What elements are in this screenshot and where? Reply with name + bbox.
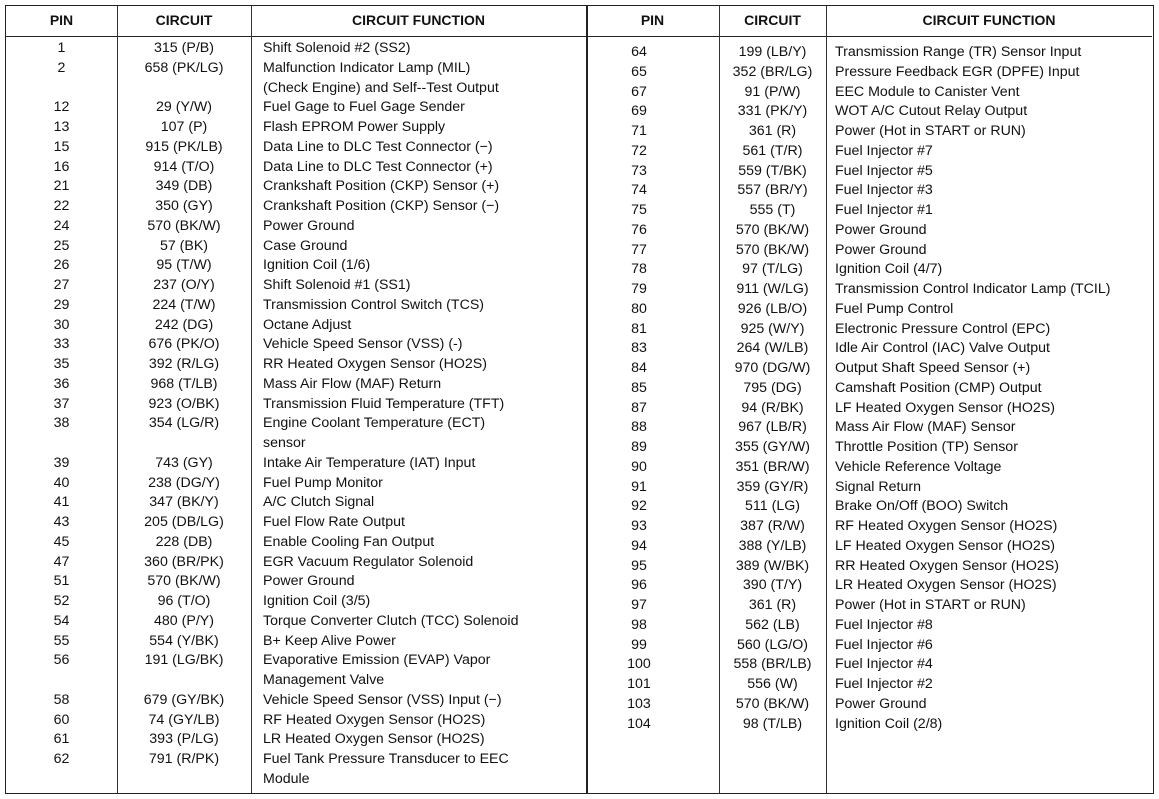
pin-number: 47: [53, 553, 70, 570]
pin-number: 75: [631, 202, 647, 218]
pin-number: 76: [631, 221, 647, 238]
circuit-function: Ignition Coil (3/5): [263, 593, 371, 609]
header-pin-left: PIN: [49, 12, 74, 28]
circuit-code: 350 (GY): [155, 198, 213, 214]
circuit-code: 390 (T/Y): [742, 577, 803, 594]
circuit-function: Power (Hot in START or RUN): [835, 123, 1026, 139]
pin-number: 1: [57, 40, 66, 56]
circuit-code: 554 (Y/BK): [149, 632, 219, 649]
header-function-right: CIRCUIT FUNCTION: [922, 12, 1056, 28]
circuit-code: 199 (LB/Y): [738, 44, 807, 60]
circuit-function: Power Ground: [263, 573, 355, 590]
circuit-function: Fuel Tank Pressure Transducer to EEC Module: [263, 751, 509, 787]
pin-number: 40: [53, 474, 70, 491]
circuit-function: Transmission Control Switch (TCS): [263, 296, 485, 313]
pin-number: 94: [631, 537, 647, 554]
circuit-function: Transmission Fluid Temperature (TFT): [263, 395, 505, 412]
pin-number: 88: [631, 419, 647, 436]
header-circuit-left: CIRCUIT: [155, 12, 213, 28]
divider: [826, 6, 827, 793]
circuit-code: 570 (BK/W): [147, 573, 221, 590]
pin-number: 87: [631, 399, 647, 416]
circuit-function: Mass Air Flow (MAF) Sensor: [835, 419, 1016, 436]
circuit-function: Data Line to DLC Test Connector (−): [263, 138, 493, 155]
pin-number: 95: [631, 557, 647, 574]
circuit-function: RF Heated Oxygen Sensor (HO2S): [835, 518, 1058, 534]
pin-number: 74: [631, 182, 647, 199]
circuit-function: Throttle Position (TP) Sensor: [835, 439, 1018, 455]
circuit-function: A/C Clutch Signal: [263, 494, 375, 511]
circuit-code: 387 (R/W): [740, 518, 805, 534]
circuit-code: 355 (GY/W): [735, 439, 810, 455]
pin-number: 65: [631, 63, 647, 80]
pin-number: 93: [631, 518, 647, 534]
circuit-function: Output Shaft Speed Sensor (+): [835, 360, 1031, 376]
circuit-code: 361 (R): [748, 123, 797, 139]
pin-number: 103: [627, 695, 651, 712]
circuit-function: RR Heated Oxygen Sensor (HO2S): [263, 356, 487, 372]
circuit-function: Brake On/Off (BOO) Switch: [835, 498, 1009, 515]
circuit-function: Fuel Pump Control: [835, 300, 954, 317]
pin-number: 52: [53, 593, 70, 609]
circuit-code: 914 (T/O): [153, 158, 215, 175]
circuit-function: Shift Solenoid #1 (SS1): [263, 277, 411, 293]
circuit-function: RF Heated Oxygen Sensor (HO2S): [263, 711, 486, 728]
circuit-function: Malfunction Indicator Lamp (MIL) (Check Engine) and Self--Test Output: [263, 59, 499, 96]
pin-number: 45: [53, 533, 70, 550]
circuit-code: 349 (DB): [155, 178, 213, 195]
circuit-function: Fuel Injector #1: [835, 202, 933, 218]
circuit-code: 556 (W): [747, 676, 798, 692]
pin-number: 80: [631, 300, 647, 317]
pin-number: 37: [53, 395, 70, 412]
circuit-function: Shift Solenoid #2 (SS2): [263, 40, 411, 56]
circuit-function: Fuel Injector #5: [835, 162, 933, 179]
circuit-code: 347 (BK/Y): [149, 494, 219, 511]
circuit-code: 791 (R/PK): [148, 751, 220, 767]
circuit-function: LF Heated Oxygen Sensor (HO2S): [835, 399, 1056, 416]
pin-number: 77: [631, 241, 647, 258]
circuit-code: 29 (Y/W): [156, 99, 212, 116]
circuit-code: 205 (DB/LG): [144, 514, 224, 530]
circuit-function: Power Ground: [263, 217, 355, 234]
circuit-code: 561 (T/R): [742, 142, 803, 159]
circuit-function: Fuel Injector #3: [835, 182, 933, 199]
circuit-code: 191 (LG/BK): [144, 652, 224, 669]
circuit-function: Camshaft Position (CMP) Output: [835, 379, 1042, 396]
pin-number: 51: [53, 573, 70, 590]
pin-number: 62: [53, 751, 70, 767]
circuit-code: 57 (BK): [159, 237, 209, 254]
circuit-function: Power Ground: [835, 221, 927, 238]
pin-number: 22: [53, 198, 70, 214]
circuit-function: Mass Air Flow (MAF) Return: [263, 375, 442, 392]
pin-number: 81: [631, 320, 647, 337]
circuit-function: Fuel Injector #2: [835, 676, 933, 692]
circuit-function: Pressure Feedback EGR (DPFE) Input: [835, 63, 1080, 80]
circuit-function: Enable Cooling Fan Output: [263, 533, 435, 550]
pin-number: 84: [631, 360, 647, 376]
pin-number: 15: [53, 138, 70, 155]
circuit-function: Fuel Injector #4: [835, 656, 933, 673]
circuit-code: 97 (T/LG): [742, 261, 803, 278]
circuit-function: Fuel Flow Rate Output: [263, 514, 405, 530]
circuit-function: Fuel Pump Monitor: [263, 474, 383, 491]
divider: [251, 6, 252, 793]
pin-number: 96: [631, 577, 647, 594]
circuit-code: 558 (BR/LB): [733, 656, 812, 673]
pin-number: 60: [53, 711, 70, 728]
pin-number: 35: [53, 356, 70, 372]
circuit-function: Transmission Range (TR) Sensor Input: [835, 44, 1082, 60]
pin-number: 21: [53, 178, 70, 195]
circuit-function: EEC Module to Canister Vent: [835, 83, 1020, 100]
circuit-code: 242 (DG): [154, 316, 214, 333]
circuit-code: 392 (R/LG): [148, 356, 220, 372]
circuit-function: RR Heated Oxygen Sensor (HO2S): [835, 557, 1059, 574]
pin-number: 91: [631, 478, 647, 495]
header-function-left: CIRCUIT FUNCTION: [352, 12, 485, 28]
circuit-code: 679 (GY/BK): [143, 691, 225, 708]
circuit-function: Crankshaft Position (CKP) Sensor (−): [263, 198, 500, 214]
circuit-function: Ignition Coil (2/8): [835, 715, 943, 732]
circuit-code: 560 (LG/O): [737, 636, 808, 653]
circuit-code: 570 (BK/W): [735, 241, 810, 258]
circuit-code: 228 (DB): [155, 533, 213, 550]
pin-number: 27: [53, 277, 70, 293]
pin-number: 83: [631, 340, 647, 357]
circuit-function: Transmission Control Indicator Lamp (TCIL): [835, 281, 1111, 297]
pin-number: 55: [53, 632, 70, 649]
pin-number: 98: [631, 616, 647, 633]
pin-number: 101: [627, 676, 651, 692]
pinout-table: [5, 5, 1154, 794]
circuit-function: WOT A/C Cutout Relay Output: [835, 103, 1028, 120]
header-circuit-right: CIRCUIT: [744, 12, 801, 28]
circuit-function: B+ Keep Alive Power: [263, 632, 396, 649]
pin-number: 56: [53, 652, 70, 669]
circuit-code: 361 (R): [748, 597, 797, 613]
circuit-function: Case Ground: [263, 237, 348, 254]
circuit-function: Fuel Injector #7: [835, 142, 933, 159]
circuit-function: LF Heated Oxygen Sensor (HO2S): [835, 537, 1056, 554]
circuit-code: 555 (T): [749, 202, 796, 218]
circuit-code: 74 (GY/LB): [148, 711, 220, 728]
pin-number: 100: [627, 656, 651, 673]
circuit-code: 511 (LG): [745, 498, 800, 515]
circuit-code: 91 (P/W): [744, 83, 801, 100]
pin-number: 16: [53, 158, 70, 175]
circuit-function: LR Heated Oxygen Sensor (HO2S): [835, 577, 1057, 594]
circuit-function: Torque Converter Clutch (TCC) Solenoid: [263, 612, 519, 629]
pin-number: 61: [53, 731, 70, 748]
circuit-code: 95 (T/W): [156, 257, 212, 274]
pin-number: 26: [53, 257, 70, 274]
circuit-code: 562 (LB): [745, 616, 800, 633]
pin-number: 97: [631, 597, 647, 613]
circuit-code: 926 (LB/O): [737, 300, 808, 317]
circuit-code: 393 (P/LG): [149, 731, 219, 748]
circuit-function: Power Ground: [835, 241, 927, 258]
circuit-function: Fuel Injector #6: [835, 636, 933, 653]
pin-number: 71: [631, 123, 647, 139]
circuit-code: 96 (T/O): [157, 593, 211, 609]
pin-number: 69: [631, 103, 647, 120]
circuit-code: 795 (DG): [743, 379, 802, 396]
pin-number: 92: [631, 498, 647, 515]
pin-number: 39: [53, 454, 70, 471]
circuit-code: 107 (P): [160, 119, 208, 135]
circuit-code: 359 (GY/R): [736, 478, 809, 495]
circuit-code: 570 (BK/W): [735, 695, 810, 712]
circuit-function: Evaporative Emission (EVAP) Vapor Management Valve: [263, 652, 491, 688]
circuit-code: 970 (DG/W): [734, 360, 811, 376]
circuit-function: Signal Return: [835, 478, 921, 495]
circuit-function: Vehicle Speed Sensor (VSS) (-): [263, 336, 463, 353]
pin-number: 33: [53, 336, 70, 353]
pin-number: 99: [631, 636, 647, 653]
circuit-code: 557 (BR/Y): [737, 182, 808, 199]
circuit-function: Octane Adjust: [263, 316, 352, 333]
circuit-function: Intake Air Temperature (IAT) Input: [263, 454, 476, 471]
circuit-function: Data Line to DLC Test Connector (+): [263, 158, 493, 175]
pin-number: 54: [53, 612, 70, 629]
circuit-code: 570 (BK/W): [147, 217, 221, 234]
circuit-code: 389 (W/BK): [735, 557, 810, 574]
circuit-code: 315 (P/B): [154, 40, 214, 56]
circuit-code: 360 (BR/PK): [144, 553, 224, 570]
pin-number: 67: [631, 83, 647, 100]
circuit-code: 925 (W/Y): [740, 320, 805, 337]
circuit-code: 388 (Y/LB): [738, 537, 807, 554]
circuit-code: 480 (P/Y): [154, 612, 214, 629]
circuit-function: Engine Coolant Temperature (ECT) sensor: [263, 415, 486, 451]
pin-number: 58: [53, 691, 70, 708]
circuit-function: Power (Hot in START or RUN): [835, 597, 1026, 613]
pin-number: 2: [57, 59, 66, 76]
circuit-code: 915 (PK/LB): [145, 138, 223, 155]
pin-number: 29: [53, 296, 70, 313]
circuit-code: 352 (BR/LG): [732, 63, 813, 80]
pin-number: 13: [53, 119, 70, 135]
circuit-code: 98 (T/LB): [742, 715, 803, 732]
circuit-function: EGR Vacuum Regulator Solenoid: [263, 553, 474, 570]
circuit-code: 923 (O/BK): [148, 395, 220, 412]
pin-number: 30: [53, 316, 70, 333]
pin-number: 73: [631, 162, 647, 179]
circuit-code: 351 (BR/W): [735, 458, 810, 475]
circuit-function: Crankshaft Position (CKP) Sensor (+): [263, 178, 500, 195]
circuit-code: 967 (LB/R): [738, 419, 807, 436]
circuit-code: 658 (PK/LG): [144, 59, 224, 76]
pin-number: 72: [631, 142, 647, 159]
pin-number: 25: [53, 237, 70, 254]
circuit-code: 911 (W/LG): [736, 281, 809, 297]
pin-number: 79: [631, 281, 647, 297]
circuit-function: Idle Air Control (IAC) Valve Output: [835, 340, 1050, 357]
circuit-code: 264 (W/LB): [736, 340, 809, 357]
pin-number: 64: [631, 44, 647, 60]
pin-number: 12: [53, 99, 70, 116]
circuit-code: 331 (PK/Y): [737, 103, 808, 120]
circuit-code: 968 (T/LB): [150, 375, 218, 392]
circuit-code: 676 (PK/O): [148, 336, 220, 353]
circuit-function: Ignition Coil (4/7): [835, 261, 943, 278]
circuit-function: Ignition Coil (1/6): [263, 257, 371, 274]
pin-number: 36: [53, 375, 70, 392]
circuit-function: LR Heated Oxygen Sensor (HO2S): [263, 731, 485, 748]
pin-number: 90: [631, 458, 647, 475]
circuit-code: 237 (O/Y): [153, 277, 215, 293]
pin-number: 38: [53, 415, 70, 432]
pin-number: 89: [631, 439, 647, 455]
circuit-code: 238 (DG/Y): [148, 474, 220, 491]
pin-number: 43: [53, 514, 70, 530]
pin-number: 104: [627, 715, 651, 732]
pin-number: 24: [53, 217, 70, 234]
circuit-code: 354 (LG/R): [148, 415, 220, 432]
circuit-function: Fuel Injector #8: [835, 616, 933, 633]
pin-number: 78: [631, 261, 647, 278]
circuit-function: Vehicle Speed Sensor (VSS) Input (−): [263, 691, 502, 708]
circuit-function: Electronic Pressure Control (EPC): [835, 320, 1051, 337]
circuit-code: 570 (BK/W): [735, 221, 810, 238]
circuit-code: 559 (T/BK): [738, 162, 807, 179]
pin-number: 85: [631, 379, 647, 396]
header-pin-right: PIN: [640, 12, 665, 28]
circuit-code: 224 (T/W): [152, 296, 216, 313]
circuit-code: 743 (GY): [155, 454, 213, 471]
circuit-function: Fuel Gage to Fuel Gage Sender: [263, 99, 465, 116]
pin-number: 41: [53, 494, 70, 511]
circuit-code: 94 (R/BK): [741, 399, 804, 416]
circuit-function: Power Ground: [835, 695, 927, 712]
circuit-function: Vehicle Reference Voltage: [835, 458, 1002, 475]
circuit-function: Flash EPROM Power Supply: [263, 119, 446, 135]
